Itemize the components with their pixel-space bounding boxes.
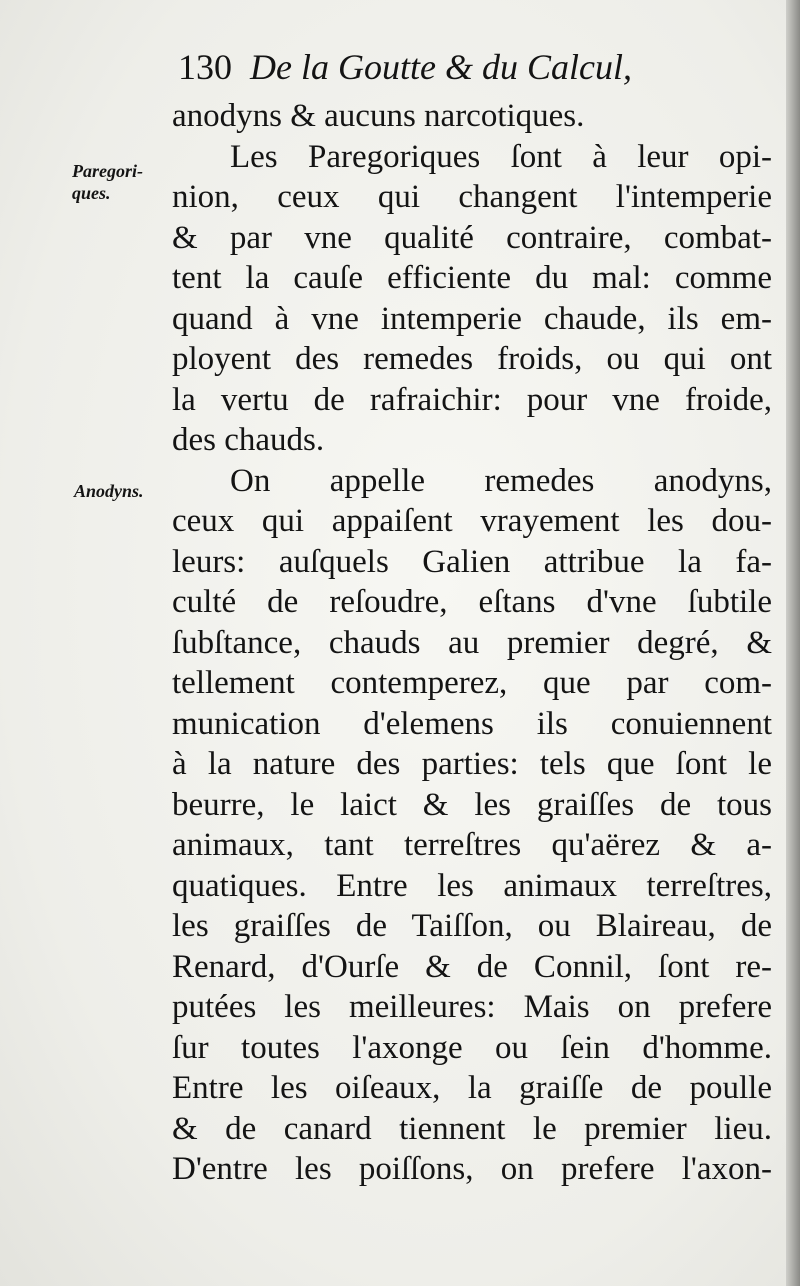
text-line: à la nature des parties: tels que ſont le	[172, 746, 772, 782]
page-number: 130	[178, 47, 232, 87]
text-line: tellement contemperez, que par com-	[172, 665, 772, 701]
running-head	[178, 46, 738, 96]
text-line: & par vne qualité contraire, combat-	[172, 219, 772, 256]
body-text	[172, 96, 772, 1190]
text-line: la vertu de rafraichir: pour vne froide,	[172, 381, 772, 418]
text-line: ployent des remedes froids, ou qui ont	[172, 341, 772, 377]
text-line: tent la cauſe efficiente du mal: comme	[172, 260, 772, 296]
text-line: ceux qui appaiſent vrayement les dou-	[172, 503, 772, 539]
text-line: D'entre les poiſſons, on prefere l'axon-	[172, 1151, 772, 1187]
text-line: & de canard tiennent le premier lieu.	[172, 1110, 772, 1147]
text-line: animaux, tant terreſtres qu'aërez & a-	[172, 827, 772, 863]
text-line: Entre les oiſeaux, la graiſſe de poulle	[172, 1070, 772, 1106]
text-line: culté de reſoudre, eſtans d'vne ſubtile	[172, 584, 772, 620]
text-line: quatiques. Entre les animaux terreſtres,	[172, 867, 772, 904]
text-line: leurs: auſquels Galien attribue la fa-	[172, 543, 772, 580]
text-line: quand à vne intemperie chaude, ils em-	[172, 300, 772, 337]
text-line: des chauds.	[172, 422, 325, 458]
text-line: munication d'elemens ils conuiennent	[172, 705, 772, 742]
margin-note-anodyns: Anodyns.	[74, 481, 144, 501]
text-line: ſubſtance, chauds au premier degré, &	[172, 624, 772, 661]
text-line: Les Paregoriques ſont à leur opi-	[230, 138, 772, 175]
text-line: ſur toutes l'axonge ou ſein d'homme.	[172, 1029, 772, 1066]
text-line: On appelle remedes anodyns,	[230, 462, 772, 499]
text-line: beurre, le laict & les graiſſes de tous	[172, 786, 772, 823]
text-line: putées les meilleures: Mais on prefere	[172, 989, 772, 1025]
running-title: De la Goutte & du Calcul,	[250, 47, 632, 87]
text-line: Renard, d'Ourſe & de Connil, ſont re-	[172, 948, 772, 985]
text-line: les graiſſes de Taiſſon, ou Blaireau, de	[172, 908, 772, 944]
text-line: anodyns & aucuns narcotiques.	[172, 98, 585, 134]
page-gutter-shadow	[786, 0, 800, 1286]
margin-note-paregoriques: Paregori- ques.	[72, 161, 143, 203]
text-line: nion, ceux qui changent l'intemperie	[172, 179, 772, 215]
